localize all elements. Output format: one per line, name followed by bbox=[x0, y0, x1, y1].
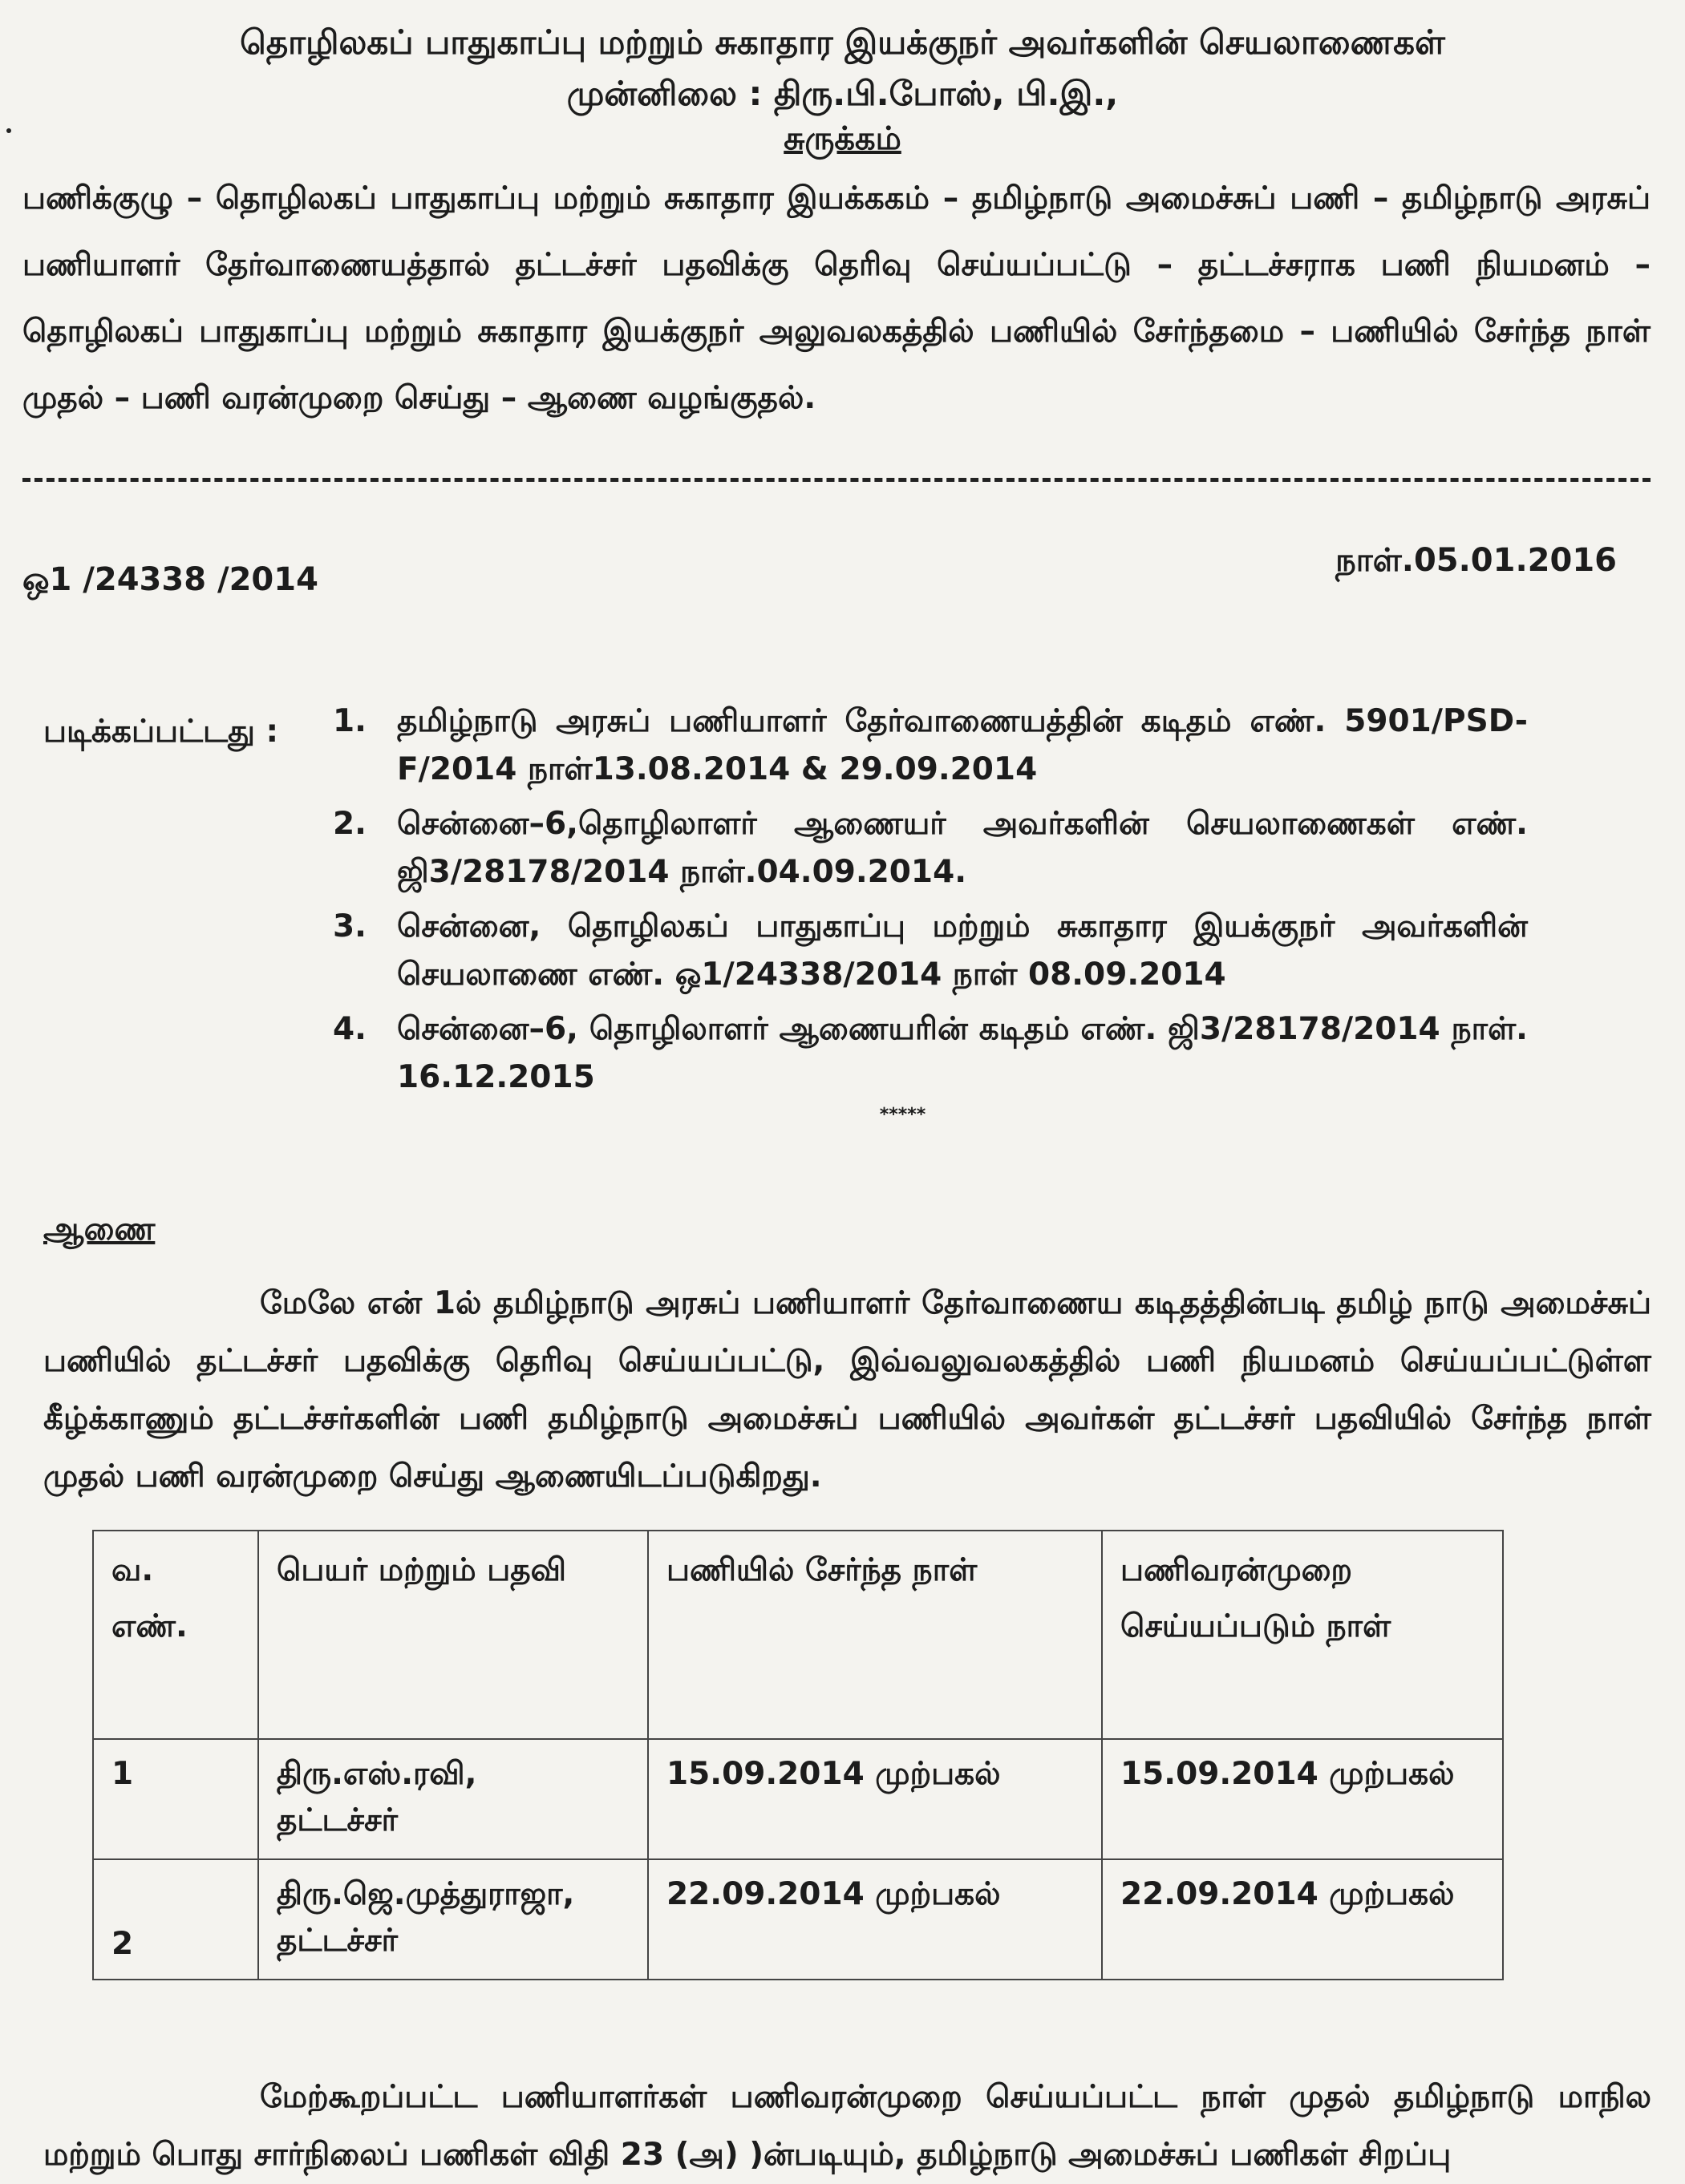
serial-cell: 1 bbox=[93, 1739, 258, 1859]
header-name: பெயர் மற்றும் பதவி bbox=[258, 1531, 648, 1739]
header-regularised: பணிவரன்முறை செய்யப்படும் நாள் bbox=[1102, 1531, 1503, 1739]
table-row bbox=[93, 1739, 1503, 1859]
reference-number-label: 4. bbox=[333, 1011, 367, 1047]
reference-item bbox=[333, 1005, 1528, 1102]
employee-name: திரு.எஸ்.ரவி, bbox=[277, 1756, 477, 1792]
table-row bbox=[93, 1859, 1503, 1980]
presence-line: முன்னிலை : திரு.பி.போஸ், பி.இ., bbox=[566, 74, 1119, 113]
joined-cell: 22.09.2014 முற்பகல் bbox=[648, 1859, 1102, 1980]
table-header-row bbox=[93, 1531, 1503, 1739]
stars-divider: ***** bbox=[879, 1105, 926, 1125]
name-cell bbox=[258, 1859, 648, 1980]
reference-number-label: 1. bbox=[333, 703, 367, 739]
order-heading bbox=[43, 1211, 155, 1252]
order-paragraph-1: மேலே என் 1ல் தமிழ்நாடு அரசுப் பணியாளர் தேர்வாணைய கடிதத்தின்படி தமிழ் நாடு அமைச்சுப் பணியில் தட்டச்சர் பதவிக்கு தெரிவு செய்யப்பட்டு, இவ்வலுவலகத்தில் பணி நியமனம் செய்யப்பட்டுள்ள கீழ்க்காணும் தட்டச்சர்களின் பணி தமிழ்நாடு அமைச்சுப் பணியில் அவர்கள் தட்டச்சர் பதவியில் சேர்ந்த நாள் முதல் பணி வரன்முறை செய்து ஆணையிடப்படுகிறது. bbox=[43, 1285, 1651, 1494]
employee-post: தட்டச்சர் bbox=[277, 1802, 399, 1838]
reference-number-label: 2. bbox=[333, 806, 367, 842]
header-serial-line2: எண். bbox=[111, 1608, 188, 1644]
reference-number: ஒ1 /24338 /2014 bbox=[22, 561, 318, 598]
header-serial-line1: வ. bbox=[111, 1552, 154, 1588]
regularised-cell: 22.09.2014 முற்பகல் bbox=[1102, 1859, 1503, 1980]
subject-paragraph: பணிக்குழு – தொழிலகப் பாதுகாப்பு மற்றும் சுகாதார இயக்ககம் – தமிழ்நாடு அமைச்சுப் பணி – தமிழ்நாடு அரசுப் பணியாளர் தேர்வாணையத்தால் தட்டச்சர் பதவிக்கு தெரிவு செய்யப்பட்டு – தட்டச்சராக பணி நியமனம் – தொழிலகப் பாதுகாப்பு மற்றும் சுகாதார இயக்குநர் அலுவலகத்தில் பணியில் சேர்ந்தமை – பணியில் சேர்ந்த நாள் முதல் – பணி வரன்முறை செய்து – ஆணை வழங்குதல். bbox=[22, 180, 1651, 416]
abstract-heading bbox=[0, 120, 1685, 161]
read-label: படிக்கப்பட்டது : bbox=[43, 714, 279, 750]
reference-item bbox=[333, 903, 1528, 999]
dashed-separator bbox=[22, 478, 1651, 482]
abstract-label: சுருக்கம் bbox=[784, 120, 901, 157]
document-title: தொழிலகப் பாதுகாப்பு மற்றும் சுகாதார இயக்குநர் அவர்களின் செயலாணைகள் bbox=[240, 22, 1445, 62]
order-paragraph-2: மேற்கூறப்பட்ட பணியாளர்கள் பணிவரன்முறை செய்யப்பட்ட நாள் முதல் தமிழ்நாடு மாநில மற்றும் பொது சார்நிலைப் பணிகள் விதி 23 (அ) )ன்படியும், தமிழ்நாடு அமைச்சுப் பணிகள் சிறப்பு bbox=[43, 2079, 1651, 2173]
order-date: நாள்.05.01.2016 bbox=[1335, 542, 1617, 579]
reference-text: தமிழ்நாடு அரசுப் பணியாளர் தேர்வாணையத்தின் கடிதம் எண். 5901/PSD-F/2014 நாள்13.08.2014 & 29.09.2014 bbox=[397, 703, 1528, 787]
header-serial bbox=[93, 1531, 258, 1739]
joined-cell: 15.09.2014 முற்பகல் bbox=[648, 1739, 1102, 1859]
order-label: ஆணை bbox=[43, 1211, 156, 1248]
reference-text: சென்னை–6,தொழிலாளர் ஆணையர் அவர்களின் செயலாணைகள் எண். ஜி3/28178/2014 நாள்.04.09.2014. bbox=[397, 806, 1528, 890]
reference-text: சென்னை–6, தொழிலாளர் ஆணையரின் கடிதம் எண். ஜி3/28178/2014 நாள். 16.12.2015 bbox=[397, 1011, 1528, 1095]
name-cell bbox=[258, 1739, 648, 1859]
references-list bbox=[333, 698, 1528, 1108]
header-joined: பணியில் சேர்ந்த நாள் bbox=[648, 1531, 1102, 1739]
serial-cell: 2 bbox=[93, 1859, 258, 1980]
staff-table bbox=[92, 1530, 1504, 1980]
reference-text: சென்னை, தொழிலகப் பாதுகாப்பு மற்றும் சுகாதார இயக்குநர் அவர்களின் செயலாணை எண். ஒ1/24338/2014 நாள் 08.09.2014 bbox=[397, 908, 1528, 993]
regularised-cell: 15.09.2014 முற்பகல் bbox=[1102, 1739, 1503, 1859]
reference-item bbox=[333, 800, 1528, 896]
employee-name: திரு.ஜெ.முத்துராஜா, bbox=[277, 1876, 575, 1912]
reference-item bbox=[333, 698, 1528, 794]
reference-number-label: 3. bbox=[333, 908, 367, 944]
employee-post: தட்டச்சர் bbox=[277, 1923, 399, 1959]
